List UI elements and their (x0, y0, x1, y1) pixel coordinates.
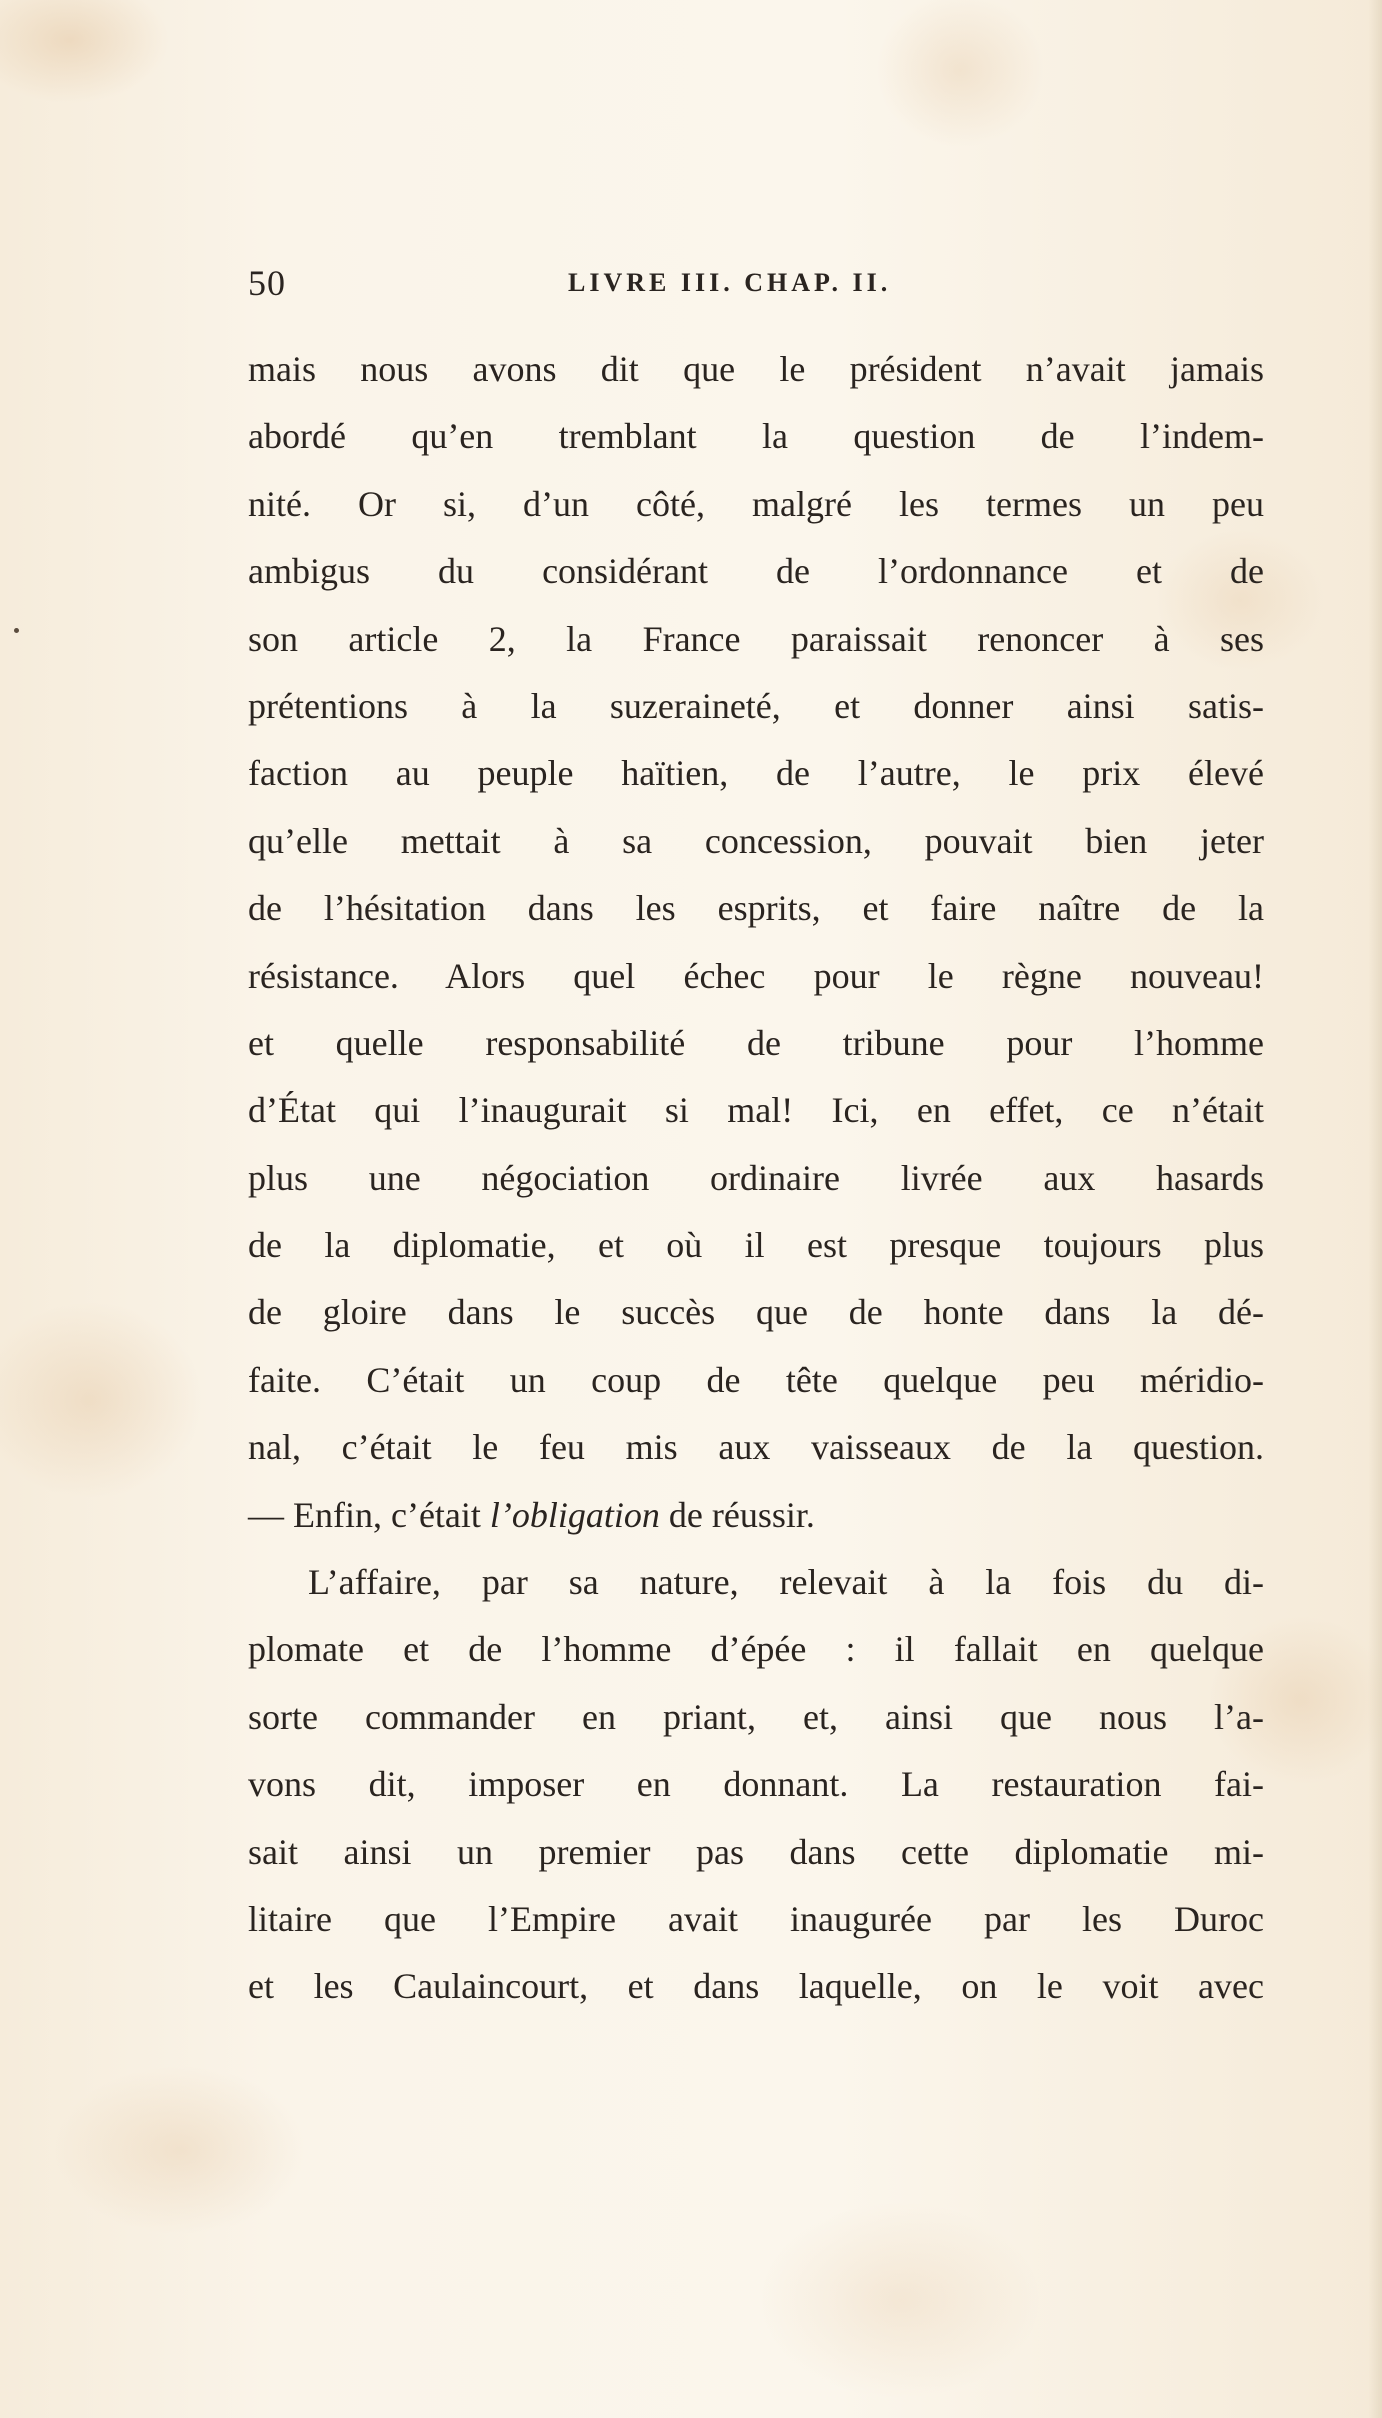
body-text (248, 336, 1264, 2021)
text-line: vons dit, imposer en donnant. La restauration fai- (248, 1764, 1264, 1805)
text-line: et quelle responsabilité de tribune pour l’homme (248, 1022, 1264, 1063)
paragraph-first-line: L’affaire, par sa nature, relevait à la fois du di- (308, 1562, 1264, 1603)
text-line: qu’elle mettait à sa concession, pouvait bien jeter (248, 820, 1264, 861)
text-line: mais nous avons dit que le président n’avait jamais (248, 349, 1264, 389)
text-line: sait ainsi un premier pas dans cette diplomatie mi- (248, 1831, 1264, 1872)
ink-spot (14, 628, 19, 633)
text-segment: — Enfin, c’était (248, 1494, 490, 1535)
text-segment: de réussir. (659, 1494, 815, 1535)
text-line: résistance. Alors quel échec pour le règne nouveau! (248, 955, 1264, 996)
text-line: son article 2, la France paraissait renoncer à ses (248, 618, 1264, 659)
text-line: de la diplomatie, et où il est presque toujours plus (248, 1225, 1264, 1266)
text-line: faction au peuple haïtien, de l’autre, le prix élevé (248, 753, 1264, 794)
text-line: litaire que l’Empire avait inaugurée par les Duroc (248, 1898, 1264, 1939)
text-line: de gloire dans le succès que de honte dans la dé- (248, 1292, 1264, 1333)
emphasized-word: l’obligation (489, 1494, 660, 1535)
text-line: ambigus du considérant de l’ordonnance et de (248, 551, 1264, 592)
text-line: abordé qu’en tremblant la question de l’indem- (248, 416, 1264, 457)
text-line-last-of-paragraph (248, 1482, 1264, 1549)
text-line: sorte commander en priant, et, ainsi que nous l’a- (248, 1696, 1264, 1737)
text-line: faite. C’était un coup de tête quelque peu méridio- (248, 1359, 1264, 1400)
text-line: plus une négociation ordinaire livrée aux hasards (248, 1157, 1264, 1198)
text-line: nité. Or si, d’un côté, malgré les termes un peu (248, 483, 1264, 524)
text-line: plomate et de l’homme d’épée : il fallait en quelque (248, 1629, 1264, 1670)
running-head (248, 262, 1264, 312)
page-number: 50 (248, 263, 286, 303)
text-line: de l’hésitation dans les esprits, et faire naître de la (248, 888, 1264, 929)
text-line: nal, c’était le feu mis aux vaisseaux de la question. (248, 1427, 1264, 1468)
text-line: prétentions à la suzeraineté, et donner ainsi satis- (248, 685, 1264, 726)
text-line: d’État qui l’inaugurait si mal! Ici, en effet, ce n’était (248, 1090, 1264, 1131)
text-line: et les Caulaincourt, et dans laquelle, on le voit avec (248, 1966, 1264, 2007)
chapter-heading: LIVRE III. CHAP. II. (568, 268, 892, 297)
page-edge-shadow (1368, 0, 1382, 2418)
